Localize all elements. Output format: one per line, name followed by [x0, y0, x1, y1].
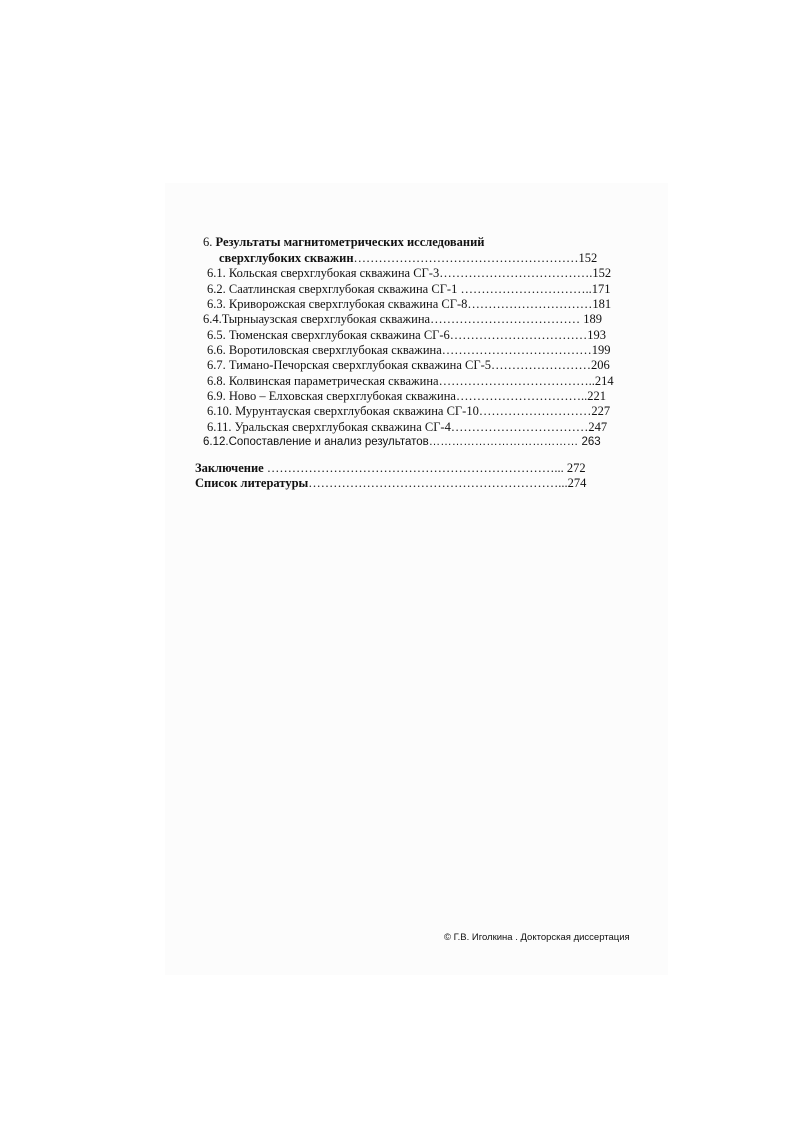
toc-entry-dots: …………………………: [467, 297, 593, 311]
toc-entry-label: 6.3. Криворожская сверхглубокая скважина СГ-8: [207, 297, 468, 311]
chapter-page: 152: [578, 251, 598, 265]
toc-entry-page: 227: [591, 404, 611, 418]
toc-entry: [203, 312, 632, 327]
toc-entry-page: 152: [592, 266, 612, 280]
chapter-title-line1: Результаты магнитометрических исследований: [215, 235, 485, 249]
toc-entry-dots: …………………………………: [428, 436, 582, 448]
chapter-heading-line1: [203, 235, 485, 250]
toc-entry-page: 206: [591, 358, 610, 372]
toc-entry-dots: ……………………………: [450, 420, 589, 434]
toc-entry: [207, 266, 632, 281]
toc-entry: [207, 420, 632, 435]
copyright-icon: ©: [444, 932, 451, 943]
toc-entry-dots: ……………………: [491, 358, 591, 372]
chapter-title-line2: сверхглубоких скважин: [219, 251, 354, 265]
toc-entry-dots: ………………………………: [441, 343, 592, 357]
toc-entry-label: 6.2. Саатлинская сверхглубокая скважина СГ-1: [207, 282, 458, 296]
toc-conclusion-dots: ……………………………………………………………...: [263, 461, 564, 475]
toc-entry-dots: ……………………………….: [439, 266, 593, 280]
toc-entry-label: 6.5. Тюменская сверхглубокая скважина СГ-6: [207, 328, 450, 342]
toc-entry-page: 189: [583, 312, 602, 326]
chapter-number: 6.: [203, 235, 213, 249]
toc-references: [195, 476, 632, 491]
toc-entry-label: 6.1. Кольская сверхглубокая скважина СГ-3: [207, 266, 440, 280]
toc-entry-dots: ………………………………..: [438, 374, 595, 388]
toc-entry-label: 6.4.Тырныаузская сверхглубокая скважина: [203, 312, 431, 326]
toc-entry-page: 193: [587, 328, 607, 342]
toc-entry: [207, 328, 632, 343]
toc-entry: [203, 435, 632, 450]
toc-entry-dots: ……………………………: [449, 328, 588, 342]
toc-entry-page: 171: [591, 282, 611, 296]
toc-conclusion-page: 272: [563, 461, 586, 475]
footer-text: Г.В. Иголкина . Докторская диссертация: [453, 932, 630, 943]
toc-entry-label: 6.8. Колвинская параметрическая скважина: [207, 374, 439, 388]
toc-entry-dots: …………………………..: [457, 282, 592, 296]
toc-references-page: 274: [567, 476, 587, 490]
toc-entry-page: 214: [594, 374, 614, 388]
toc-entry-dots: ………………………: [478, 404, 592, 418]
toc-entry-label: 6.9. Ново – Елховская сверхглубокая скважина: [207, 389, 456, 403]
toc-conclusion: [195, 461, 632, 476]
chapter-dots: ………………………………………………: [353, 251, 579, 265]
toc-entry-dots: ………………………………: [430, 312, 584, 326]
toc-entry-label: 6.12.Сопоставление и анализ результатов: [203, 436, 429, 448]
toc-entry-label: 6.6. Воротиловская сверхглубокая скважина: [207, 343, 442, 357]
toc-entry: [207, 297, 632, 312]
toc-entry: [207, 374, 632, 389]
toc-entry: [207, 358, 632, 373]
toc-references-label: Список литературы: [195, 476, 309, 490]
toc-entry-page: 181: [592, 297, 612, 311]
toc-entry: [207, 389, 632, 404]
toc-entry: [207, 282, 632, 297]
toc-references-dots: ……………………………………………………...: [308, 476, 568, 490]
toc-entry-page: 199: [591, 343, 611, 357]
toc-entry: [207, 343, 632, 358]
toc-entry-label: 6.10. Мурунтауская сверхглубокая скважина СГ-10: [207, 404, 479, 418]
toc-entry: [207, 404, 632, 419]
toc-entry-dots: …………………………..: [455, 389, 588, 403]
toc-entry-page: 247: [588, 420, 608, 434]
toc-entry-page: 221: [587, 389, 606, 403]
toc-conclusion-label: Заключение: [195, 461, 264, 475]
toc-entry-label: 6.7. Тимано-Печорская сверхглубокая скважина СГ-5: [207, 358, 491, 372]
footer-copyright: [444, 932, 630, 944]
chapter-heading-line2: [219, 251, 632, 266]
toc-entry-page: 263: [581, 436, 601, 448]
toc-entry-label: 6.11. Уральская сверхглубокая скважина СГ-4: [207, 420, 451, 434]
